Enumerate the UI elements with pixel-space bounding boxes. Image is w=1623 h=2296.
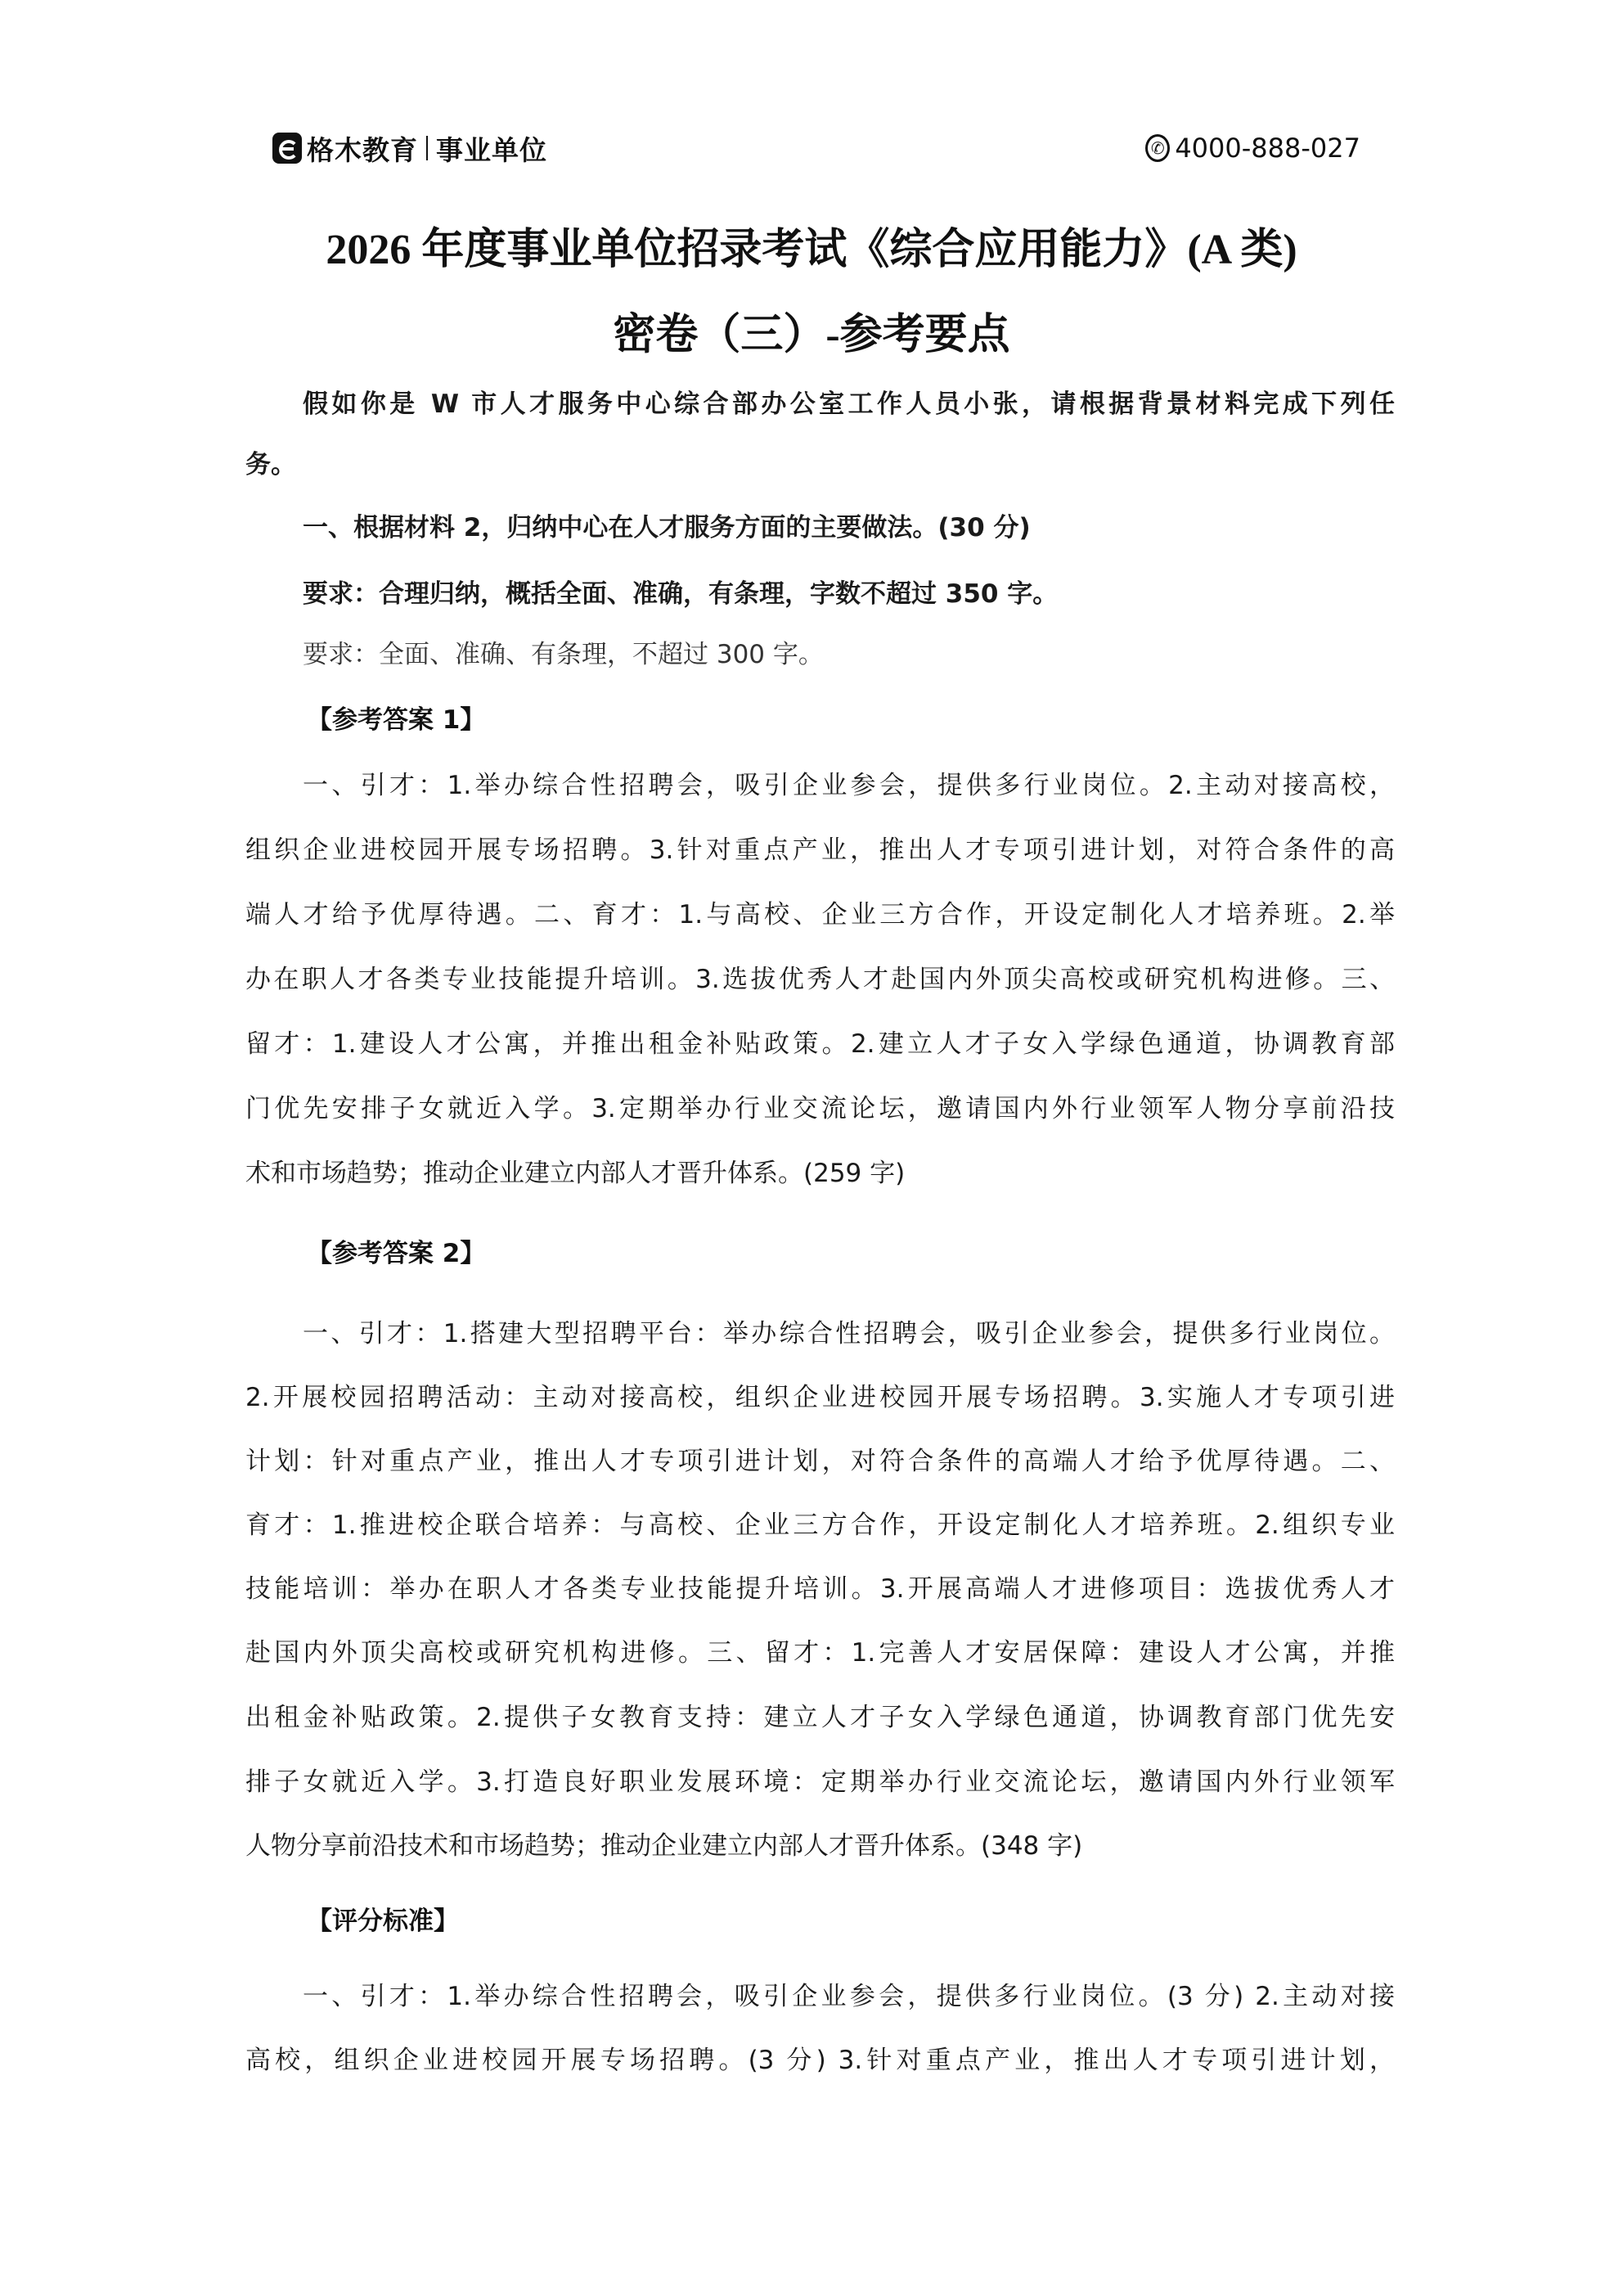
phone-icon: ✆ xyxy=(1145,134,1170,162)
answer2-line: 计划：针对重点产业，推出人才专项引进计划，对符合条件的高端人才给予优厚待遇。二、 xyxy=(245,1447,1395,1476)
brand-category: 事业单位 xyxy=(436,133,547,166)
question-prompt: 一、根据材料 2，归纳中心在人才服务方面的主要做法。(30 分) xyxy=(303,513,1031,542)
question-requirement-alt: 要求：全面、准确、有条理，不超过 300 字。 xyxy=(303,640,824,669)
scoring-heading: 【评分标准】 xyxy=(307,1907,459,1936)
scoring-line: 一、引才：1.举办综合性招聘会，吸引企业参会，提供多行业岗位。(3 分) 2.主动对接 xyxy=(303,1982,1395,2011)
question-requirement: 要求：合理归纳，概括全面、准确，有条理，字数不超过 350 字。 xyxy=(303,579,1059,609)
answer2-line: 赴国内外顶尖高校或研究机构进修。三、留才：1.完善人才安居保障：建设人才公寓，并推 xyxy=(245,1638,1395,1668)
document-title: 2026 年度事业单位招录考试《综合应用能力》(A 类) xyxy=(326,227,1297,273)
answer1-line: 术和市场趋势；推动企业建立内部人才晋升体系。(259 字) xyxy=(245,1159,906,1188)
brand-name: 格木教育 xyxy=(307,133,418,166)
answer1-line: 留才：1.建设人才公寓，并推出租金补贴政策。2.建立人才子女入学绿色通道，协调教育部 xyxy=(245,1029,1395,1059)
answer1-line: 组织企业进校园开展专场招聘。3.针对重点产业，推出人才专项引进计划，对符合条件的高 xyxy=(245,835,1395,865)
answer2-line: 一、引才：1.搭建大型招聘平台：举办综合性招聘会，吸引企业参会，提供多行业岗位。 xyxy=(303,1319,1395,1348)
hotline xyxy=(1145,128,1360,169)
page-header xyxy=(272,128,1360,169)
answer2-heading: 【参考答案 2】 xyxy=(307,1239,486,1268)
answer2-line: 2.开展校园招聘活动：主动对接高校，组织企业进校园开展专场招聘。3.实施人才专项引进 xyxy=(245,1383,1395,1412)
answer2-line: 出租金补贴政策。2.提供子女教育支持：建立人才子女入学绿色通道，协调教育部门优先安 xyxy=(245,1703,1395,1732)
intro-line: 务。 xyxy=(245,450,296,479)
document-subtitle: 密卷（三）-参考要点 xyxy=(613,312,1010,358)
hotline-number: 4000-888-027 xyxy=(1175,133,1360,164)
scoring-line: 高校，组织企业进校园开展专场招聘。(3 分) 3.针对重点产业，推出人才专项引进计划， xyxy=(245,2046,1395,2075)
answer2-line: 人物分享前沿技术和市场趋势；推动企业建立内部人才晋升体系。(348 字) xyxy=(245,1831,1083,1861)
answer2-line: 排子女就近入学。3.打造良好职业发展环境：定期举办行业交流论坛，邀请国内外行业领军 xyxy=(245,1767,1395,1797)
answer1-line: 一、引才：1.举办综合性招聘会，吸引企业参会，提供多行业岗位。2.主动对接高校， xyxy=(303,771,1395,800)
intro-line: 假如你是 W 市人才服务中心综合部办公室工作人员小张，请根据背景材料完成下列任 xyxy=(303,389,1395,419)
brand-logo xyxy=(272,128,547,169)
answer1-line: 门优先安排子女就近入学。3.定期举办行业交流论坛，邀请国内外行业领军人物分享前沿技 xyxy=(245,1094,1395,1123)
brand-divider xyxy=(426,136,428,160)
answer2-line: 技能培训：举办在职人才各类专业技能提升培训。3.开展高端人才进修项目：选拔优秀人才 xyxy=(245,1574,1395,1604)
answer2-line: 育才：1.推进校企联合培养：与高校、企业三方合作，开设定制化人才培养班。2.组织专业 xyxy=(245,1510,1395,1540)
gemu-logo-icon xyxy=(272,133,302,164)
answer1-line: 办在职人才各类专业技能提升培训。3.选拔优秀人才赴国内外顶尖高校或研究机构进修。三、 xyxy=(245,965,1395,994)
answer1-line: 端人才给予优厚待遇。二、育才：1.与高校、企业三方合作，开设定制化人才培养班。2.举 xyxy=(245,900,1395,930)
answer1-heading: 【参考答案 1】 xyxy=(307,705,486,735)
